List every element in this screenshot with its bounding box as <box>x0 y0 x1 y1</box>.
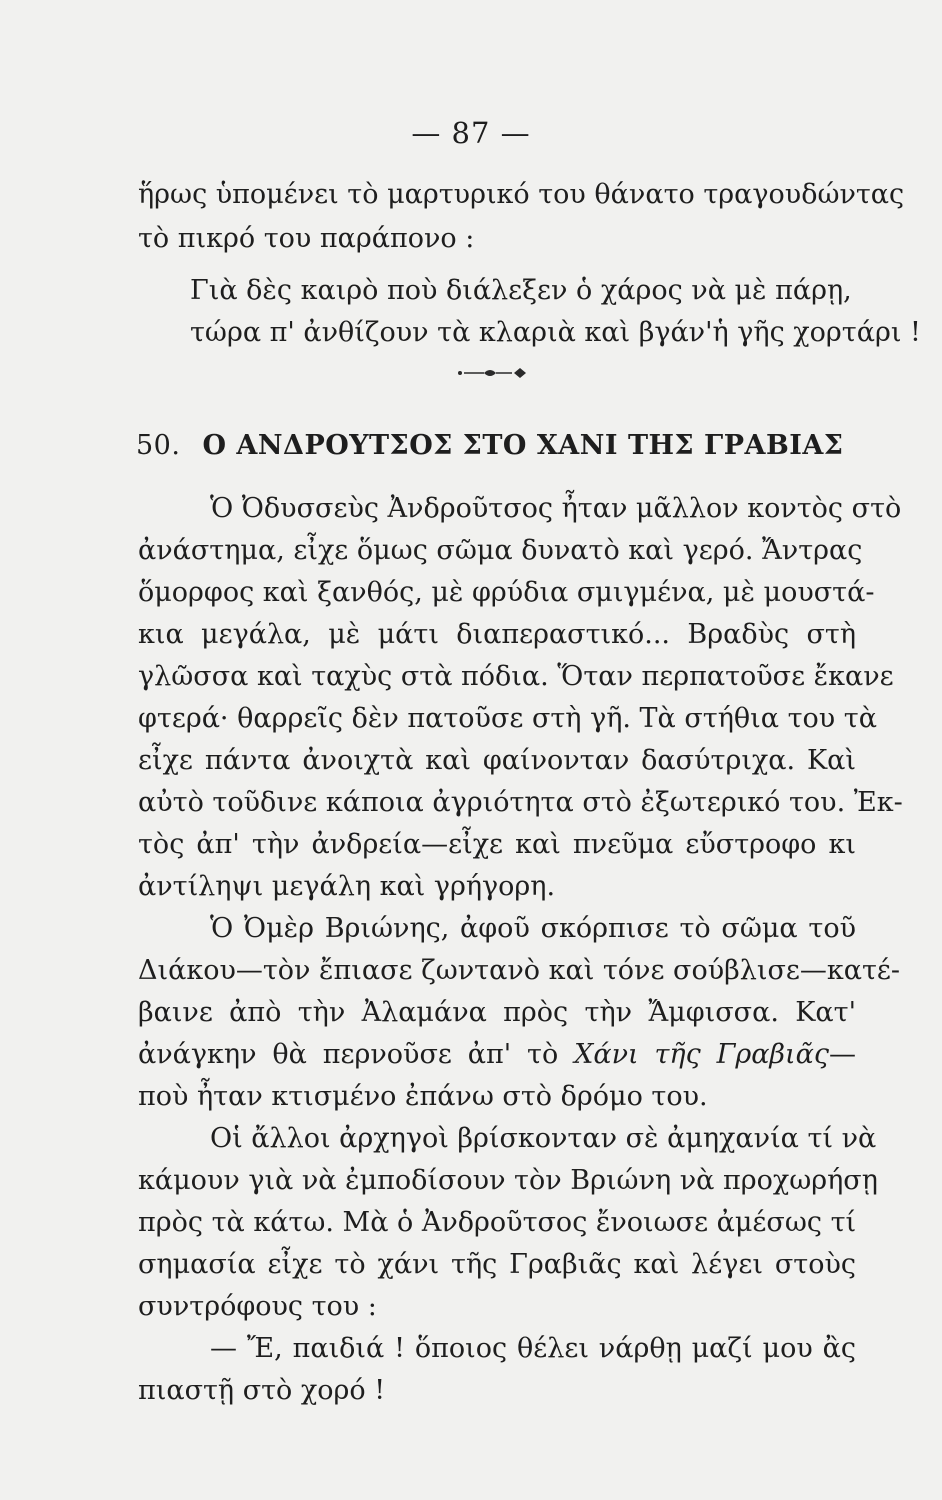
text-line: τὸ πικρό του παράπονο : <box>138 223 475 254</box>
text-line: γλῶσσα καὶ ταχὺς στὰ πόδια. Ὅταν περπατοῦσε ἔκανε <box>138 661 894 692</box>
section-heading <box>136 430 856 461</box>
text-line: Ὁ Ὀδυσσεὺς Ἀνδροῦτσος ἦταν μᾶλλον κοντὸς στὸ <box>210 493 902 524</box>
text-line: Ὁ Ὀμὲρ Βριώνης, ἀφοῦ σκόρπισε τὸ σῶμα τοῦ <box>210 913 856 944</box>
text-line: κια μεγάλα, μὲ μάτι διαπεραστικό... Βραδὺς στὴ <box>138 619 856 650</box>
text-line: Οἱ ἄλλοι ἀρχηγοὶ βρίσκονταν σὲ ἀμηχανία τί νὰ <box>210 1123 877 1154</box>
text-line: κάμουν γιὰ νὰ ἐμποδίσουν τὸν Βριώνη νὰ προχωρήσῃ <box>138 1165 878 1196</box>
section-number: 50. <box>136 430 181 461</box>
text-line: ἀντίληψι μεγάλη καὶ γρήγορη. <box>138 871 556 902</box>
text-line: βαινε ἀπὸ τὴν Ἀλαμάνα πρὸς τὴν Ἄμφισσα. Κατ' <box>138 997 856 1028</box>
text-line: συντρόφους του : <box>138 1291 377 1322</box>
text-line: αὐτὸ τοῦδινε κάποια ἀγριότητα στὸ ἐξωτερικό του. Ἐκ- <box>138 787 903 818</box>
verse-line: Γιὰ δὲς καιρὸ ποὺ διάλεξεν ὁ χάρος νὰ μὲ πάρῃ, <box>190 275 852 306</box>
text-line: τὸς ἀπ' τὴν ἀνδρεία—εἶχε καὶ πνεῦμα εὔστροφο κι <box>138 829 856 860</box>
text-line: ἥρως ὑπομένει τὸ μαρτυρικό του θάνατο τραγουδώντας <box>138 179 905 210</box>
text-segment: ἀνάγκην θὰ περνοῦσε ἀπ' τὸ <box>138 1039 559 1070</box>
inn-name-italic: Χάνι τῆς Γραβιᾶς <box>574 1039 829 1070</box>
text-line: Διάκου—τὸν ἔπιασε ζωντανὸ καὶ τόνε σούβλισε—κατέ- <box>138 955 901 986</box>
text-line: πρὸς τὰ κάτω. Μὰ ὁ Ἀνδροῦτσος ἔνοιωσε ἀμέσως τί <box>138 1207 857 1238</box>
text-dash: — <box>829 1039 856 1070</box>
text-line: εἶχε πάντα ἀνοιχτὰ καὶ φαίνονταν δασύτριχα. Καὶ <box>138 745 856 776</box>
text-line: πιαστῇ στὸ χορό ! <box>138 1375 386 1406</box>
page-number: — 87 — <box>411 116 531 150</box>
text-line: ἀνάστημα, εἶχε ὅμως σῶμα δυνατὸ καὶ γερό. Ἄντρας <box>138 535 863 566</box>
text-line <box>138 1038 856 1072</box>
ornament-divider <box>454 365 530 381</box>
text-line: — Ἔ, παιδιά ! ὅποιος θέλει νάρθῃ μαζί μου ἂς <box>210 1333 856 1364</box>
verse-line: τώρα π' ἀνθίζουν τὰ κλαριὰ καὶ βγάν'ἡ γῆς χορτάρι ! <box>190 317 921 348</box>
text-line: ποὺ ἦταν κτισμένο ἐπάνω στὸ δρόμο του. <box>138 1081 708 1112</box>
section-title: Ο ΑΝΔΡΟΥΤΣΟΣ ΣΤΟ ΧΑΝΙ ΤΗΣ ΓΡΑΒΙΑΣ <box>202 430 844 461</box>
text-line: φτερά· θαρρεῖς δὲν πατοῦσε στὴ γῆ. Τὰ στήθια του τὰ <box>138 703 877 734</box>
text-line: ὅμορφος καὶ ξανθός, μὲ φρύδια σμιγμένα, μὲ μουστά- <box>138 577 875 608</box>
text-line: σημασία εἶχε τὸ χάνι τῆς Γραβιᾶς καὶ λέγει στοὺς <box>138 1249 856 1280</box>
